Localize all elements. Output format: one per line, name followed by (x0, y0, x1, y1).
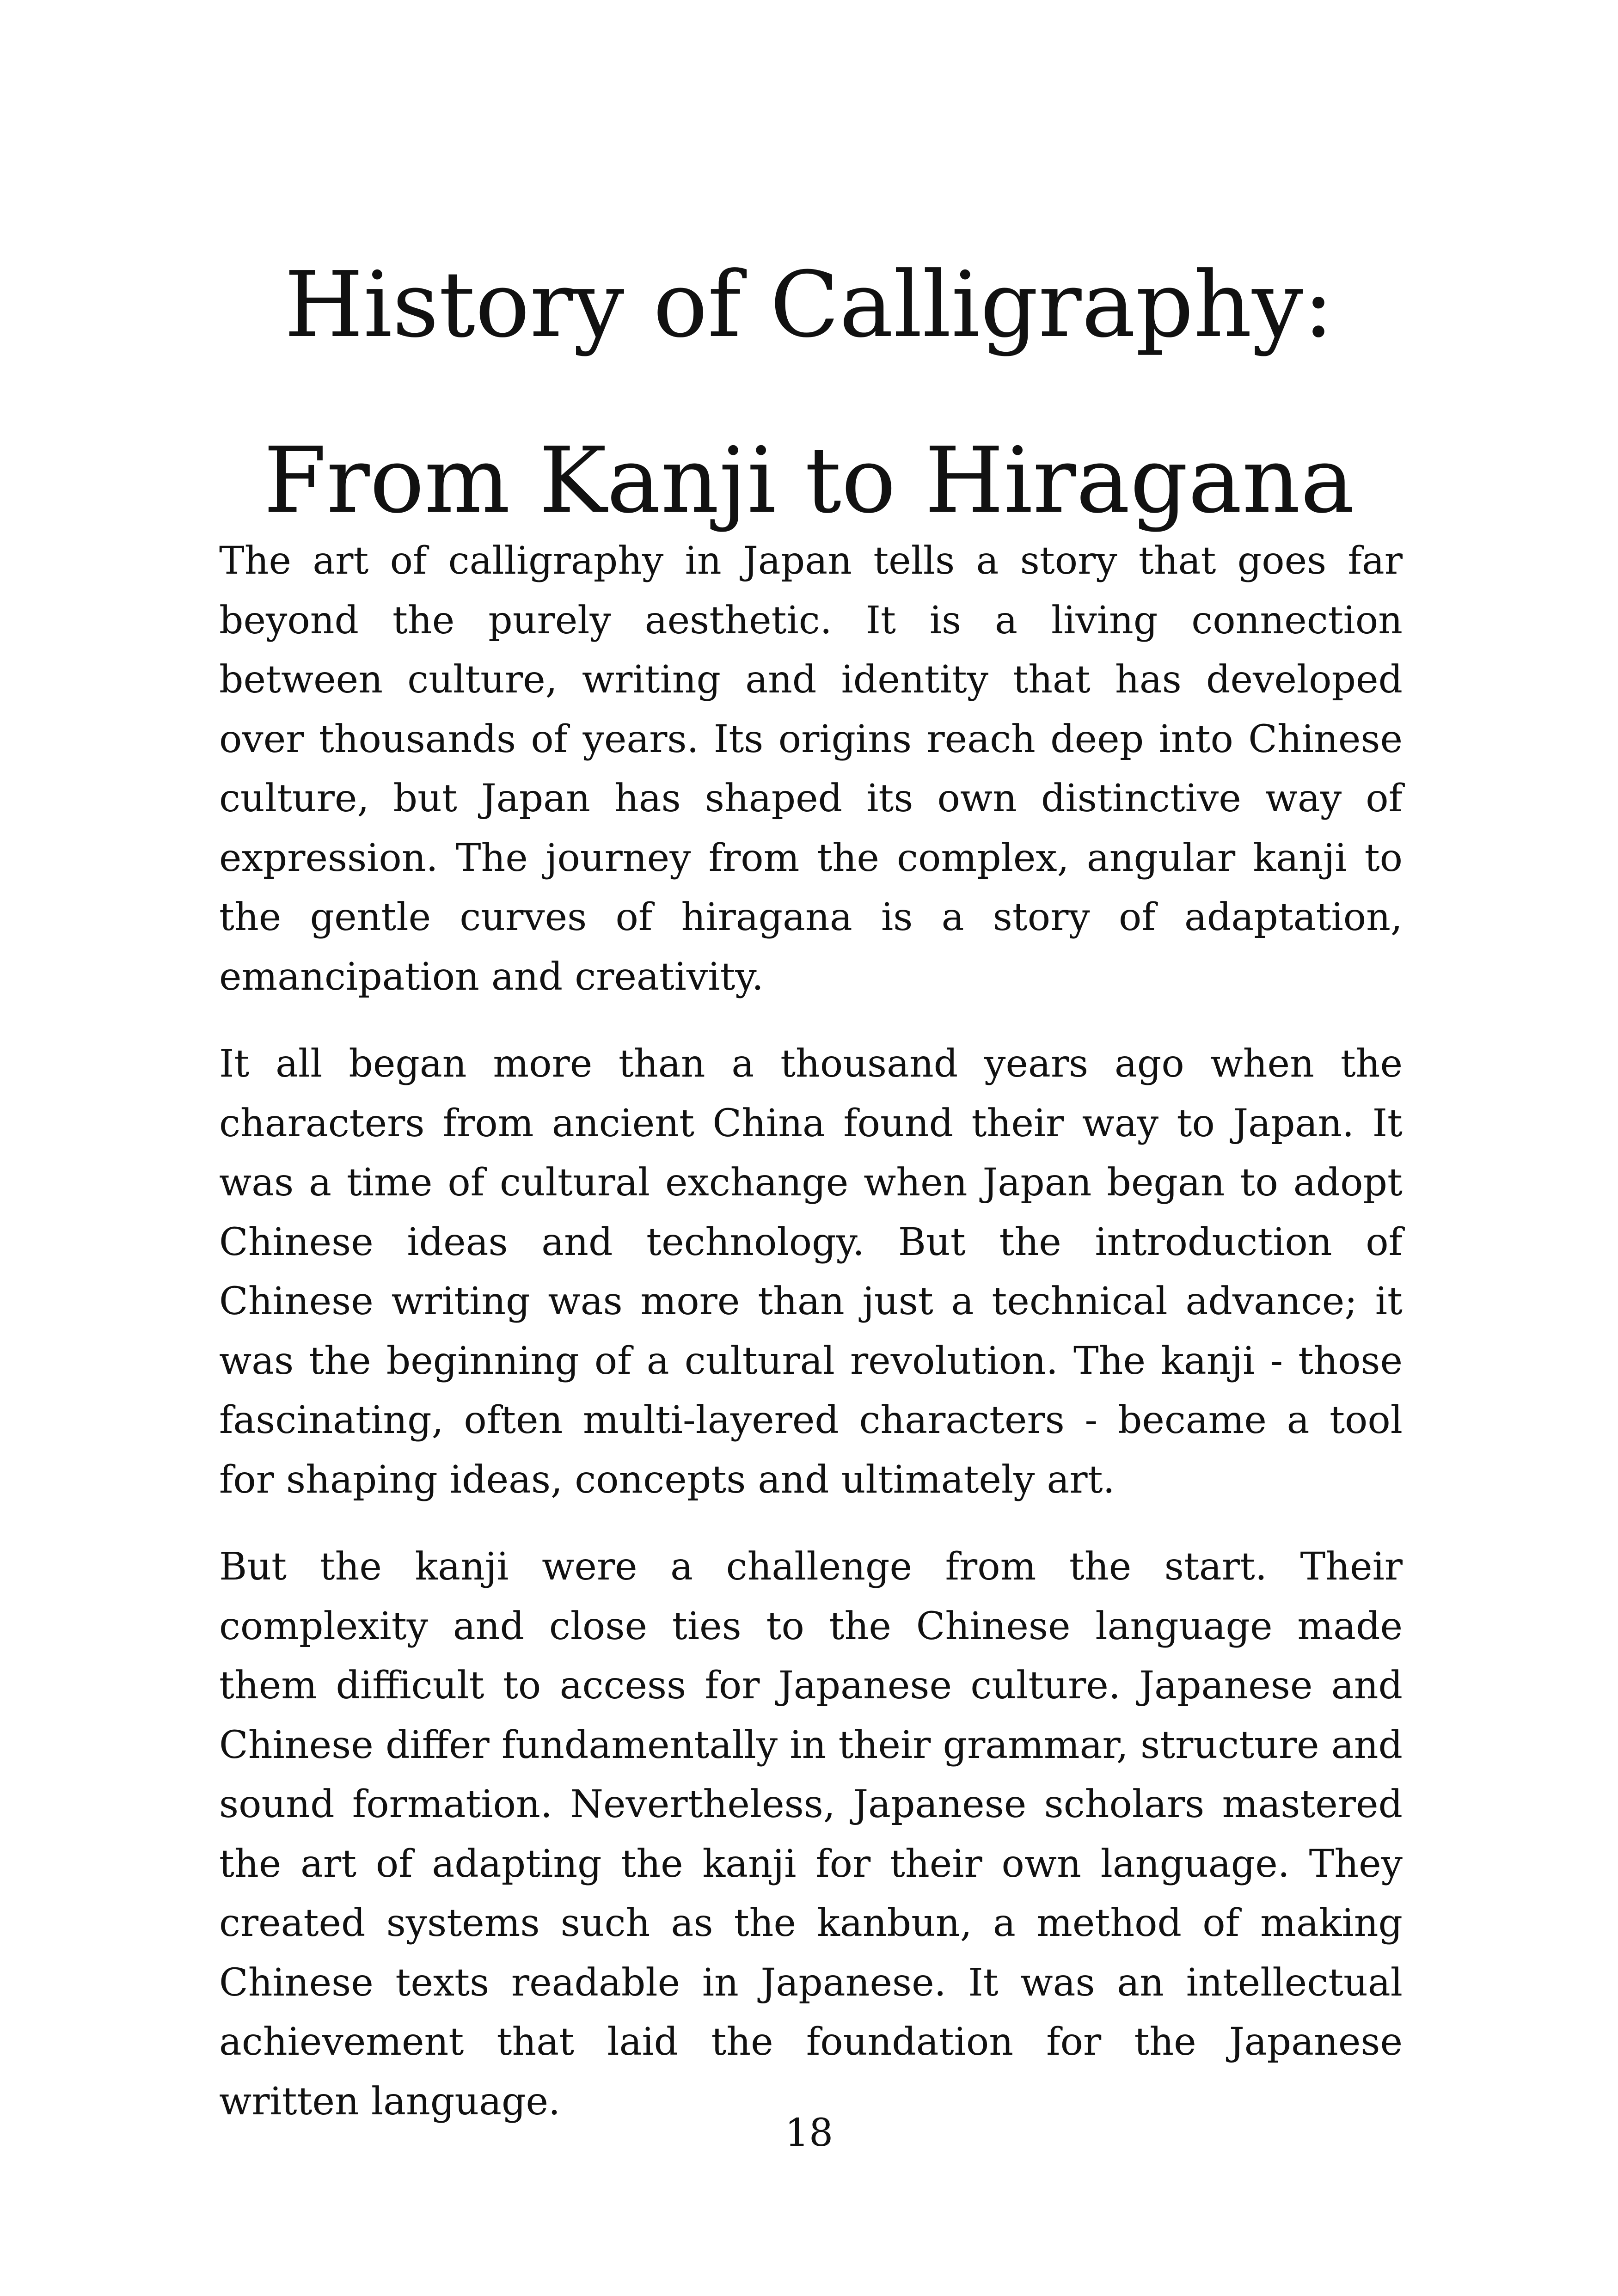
title-line-2: From Kanji to Hiragana (264, 428, 1354, 533)
title-line-1: History of Calligraphy: (284, 252, 1334, 358)
chapter-title (0, 217, 1618, 569)
paragraph-3: But the kanji were a challenge from the start. Their complexity and close ties to the Chinese language made them difficult to access for Japanese culture. Japanese and Chinese differ fundamentally in their grammar, structure and sound formation. Nevertheless, Japanese scholars mastered the art of adapting the kanji for their own language. They created systems such as the kanbun, a method of making Chinese texts readable in Japanese. It was an intellectual achievement that laid the foundation for the Japanese written language. (219, 1545, 1403, 2124)
paragraph-1: The art of calligraphy in Japan tells a story that goes far beyond the purely aesthetic. It is a living connection between culture, writing and identity that has developed over thousands of years. Its origins reach deep into Chinese culture, but Japan has shaped its own distinctive way of expression. The journey from the complex, angular kanji to the gentle curves of hiragana is a story of adaptation, emancipation and creativity. (219, 539, 1403, 999)
page-number: 18 (784, 2111, 834, 2155)
paragraph-2: It all began more than a thousand years ago when the characters from ancient China found their way to Japan. It was a time of cultural exchange when Japan began to adopt Chinese ideas and technology. But the introduction of Chinese writing was more than just a technical advance; it was the beginning of a cultural revolution. The kanji - those fascinating, often multi-layered characters - became a tool for shaping ideas, concepts and ultimately art. (219, 1042, 1403, 1502)
body-text (219, 532, 1403, 2159)
